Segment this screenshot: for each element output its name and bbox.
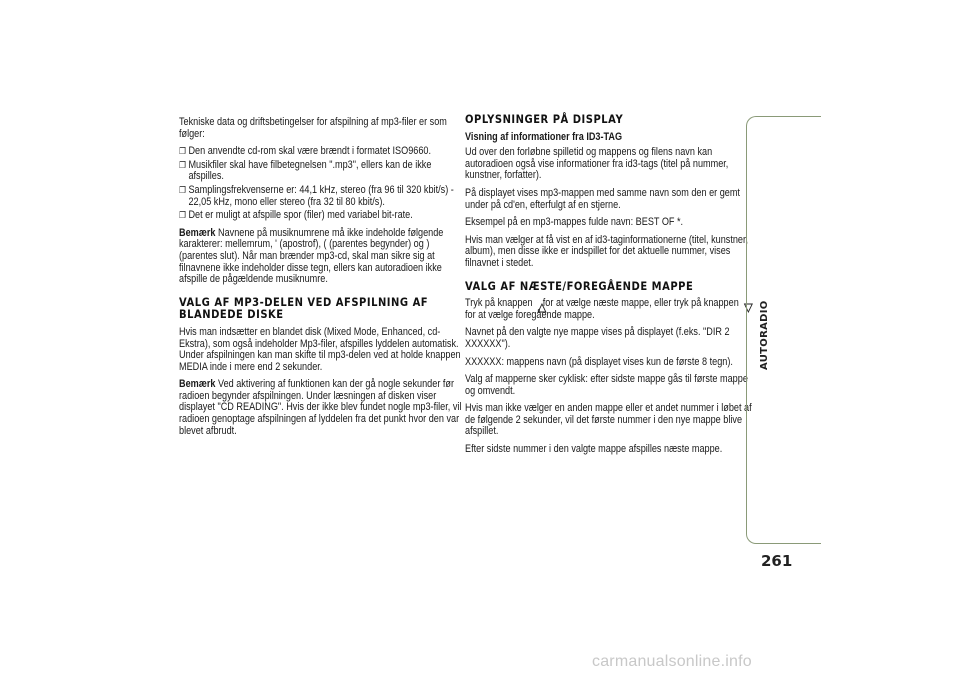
paragraph-text: for at vælge foregående mappe. <box>465 308 595 321</box>
folder-buttons-paragraph <box>465 298 752 321</box>
paragraph: XXXXXX: mappens navn (på displayet vises kun de første 8 tegn). <box>465 355 733 368</box>
section-heading: VALG AF MP3-DELEN VED AFSPILNING AF BLANDEDE DISKE <box>179 294 429 322</box>
subheading: Visning af informationer fra ID3-TAG <box>465 130 623 143</box>
paragraph: Valg af mapperne sker cyklisk: efter sidste mappe gås til første mappe og omvendt. <box>465 373 748 397</box>
section-heading: OPLYSNINGER PÅ DISPLAY <box>465 112 624 126</box>
section-tab-label: AUTORADIO <box>759 300 770 370</box>
note-label: Bemærk <box>179 378 216 391</box>
page-number: 261 <box>761 552 793 570</box>
note-paragraph <box>179 228 466 286</box>
paragraph-text: Tryk på knappen <box>465 297 533 310</box>
list-item-text: Det er muligt at afspille spor (filer) med variabel bit-rate. <box>188 209 413 222</box>
note-text: Navnene på musiknumrene må ikke indeholde følgende karakterer: mellemrum, ' (apostrof), ( (parentes begynder) og ) (parentes slut). Når man brænder mp3-cd, skal man sikre sig at filnavnene ikke indeholder disse tegn, ellers kan autoradioen ikke afspille de pågældende musiknumre. <box>179 226 444 286</box>
paragraph: På displayet vises mp3-mappen med samme navn som den er gemt under på cd'en, efterfulgt af en stjerne. <box>465 186 740 211</box>
left-column <box>179 117 466 443</box>
list-item <box>179 185 466 208</box>
note-label: Bemærk <box>179 226 216 239</box>
paragraph: Hvis man ikke vælger en anden mappe eller et andet nummer i løbet af de følgende 2 sekunder, vil det første nummer i den nye mappe blive afspillet. <box>465 402 752 438</box>
section-tab-frame <box>746 116 821 544</box>
checkbox-bullet-icon: ❐ <box>179 159 186 170</box>
note-paragraph <box>179 379 466 437</box>
list-item <box>179 160 466 183</box>
checkbox-bullet-icon: ❐ <box>179 184 186 195</box>
list-item-text: Musikfiler skal have filbetegnelsen ".mp3", ellers kan de ikke afspilles. <box>188 158 432 183</box>
requirements-list <box>179 146 466 222</box>
note-text: Ved aktivering af funktionen kan der gå nogle sekunder før radioen begynder afspilningen. Under læsningen af disken viser displayet "CD READING". Hvis der ikke blev fundet nogle mp3-filer, vil radioen genoptage afspilningen af lyddelen fra det punkt hvor den var blevet afbrudt. <box>179 378 462 437</box>
paragraph: Efter sidste nummer i den valgte mappe afspilles næste mappe. <box>465 443 723 456</box>
list-item-text: Den anvendte cd-rom skal være brændt i formatet ISO9660. <box>188 145 432 158</box>
paragraph: Eksempel på en mp3-mappes fulde navn: BEST OF *. <box>465 216 684 229</box>
checkbox-bullet-icon: ❐ <box>179 146 186 157</box>
paragraph: Navnet på den valgte nye mappe vises på displayet (f.eks. "DIR 2 XXXXXX"). <box>465 326 730 350</box>
paragraph: Ud over den forløbne spilletid og mappens og filens navn kan autoradioen også vise informationer fra id3-tags (titel på nummer, kunstner, forfatter). <box>465 146 729 182</box>
section-heading: VALG AF NÆSTE/FOREGÅENDE MAPPE <box>465 278 694 293</box>
right-column <box>465 113 752 462</box>
list-item <box>179 210 466 222</box>
intro-paragraph: Tekniske data og driftsbetingelser for afspilning af mp3-filer er som følger: <box>179 116 447 140</box>
paragraph: Hvis man vælger at få vist en af id3-taginformationerne (titel, kunstner, album), men disse ikke er indspillet for det aktuelle nummer, vises filnavnet i stedet. <box>465 233 749 269</box>
watermark: carmanualsonline.info <box>592 653 752 670</box>
list-item-text: Samplingsfrekvenserne er: 44,1 kHz, stereo (fra 96 til 320 kbit/s) - 22,05 kHz, mono eller stereo (fra 32 til 80 kbit/s). <box>188 183 454 208</box>
checkbox-bullet-icon: ❐ <box>179 210 186 221</box>
mixed-disk-paragraph: Hvis man indsætter en blandet disk (Mixed Mode, Enhanced, cd-Ekstra), som også indeholder Mp3-filer, afspilles lyddelen automatisk. Under afspilningen kan man skifte til mp3-delen ved at holde knappen MEDIA inde i mere end 2 sekunder. <box>179 325 461 373</box>
paragraph-text: for at vælge næste mappe, eller tryk på knappen <box>542 297 739 310</box>
list-item <box>179 146 466 158</box>
